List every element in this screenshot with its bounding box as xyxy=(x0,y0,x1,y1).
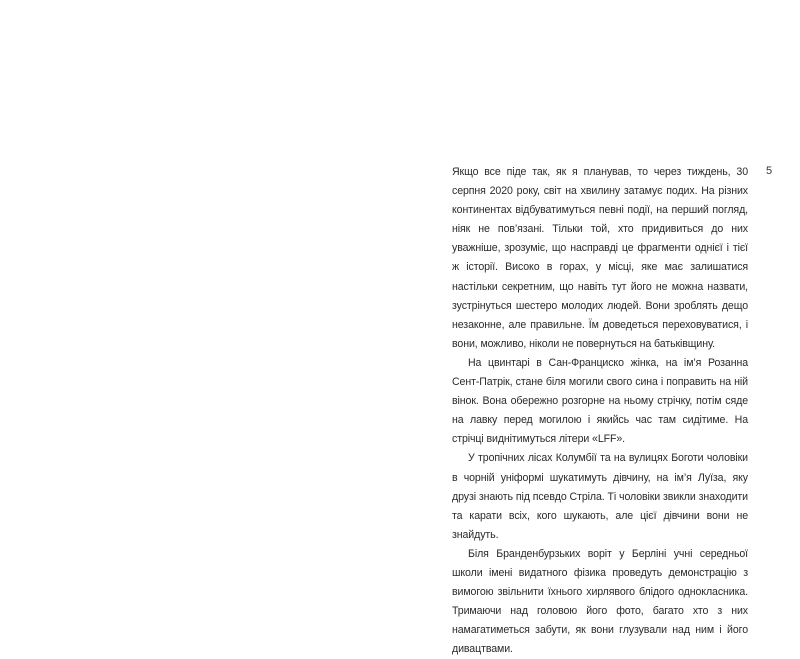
body-text xyxy=(452,163,748,659)
paragraph-3: У тропічних лісах Колумбії та на вулицях Боготи чоловіки в чорній уніформі шукатимуть дівчину, на ім’я Луїза, яку друзі знають під псевдо Стріла. Ті чоловіки звикли знаходити та карати всіх, кого шукають, але цієї дівчини вони не знайдуть. xyxy=(452,452,748,541)
page-number: 5 xyxy=(766,165,773,177)
paragraph-1: Якщо все піде так, як я планував, то через тиждень, 30 серпня 2020 року, світ на хвилину затамує подих. На різних континентах відбуватимуться певні події, на перший погляд, ніяк не пов’язані. Тільки той, хто придивиться до них уважніше, зрозуміє, що насправді це фрагменти однієї і тієї ж історії. Високо в горах, у місці, яке має залишатися настільки секретним, що навіть тут його не можна назвати, зустрінуться шестеро молодих людей. Вони зроблять дещо незаконне, але правильне. Їм доведеться переховуватися, і вони, можливо, ніколи не повернуться на батьківщину. xyxy=(452,166,748,350)
paragraph-4: Біля Бранденбурзьких воріт у Берліні учні середньої школи імені видатного фізика проведуть демонстрацію з вимогою звільнити їхнього хирлявого блідого однокласника. Тримаючи над головою його фото, багато хто з них намагатиметься забути, як вони глузували над ним і його дивацтвами. xyxy=(452,547,748,656)
paragraph-2: На цвинтарі в Сан-Франциско жінка, на ім’я Розанна Сент-Патрік, стане біля могили свого сина і поправить на ній вінок. Вона обережно розгорне на ньому стрічку, потім сяде на лавку перед могилою і якийсь час там сидітиме. На стрічці виднітимуться літери «LFF». xyxy=(452,356,748,446)
